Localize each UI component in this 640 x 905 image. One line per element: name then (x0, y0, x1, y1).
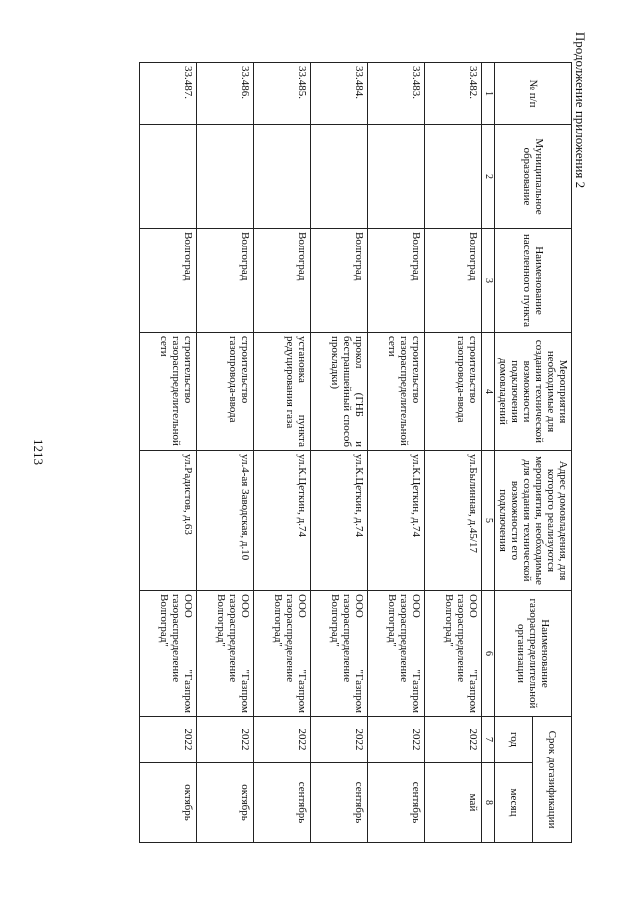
table-row (368, 63, 425, 843)
row-number: 33.483. (368, 63, 425, 125)
row-month: октябрь (140, 763, 197, 843)
header-municipality: Муниципальное образование (495, 125, 572, 229)
row-measure: строительство газопровода-ввода (425, 333, 482, 451)
header-number: № п/п (495, 63, 572, 125)
page-number: 1213 (31, 439, 46, 465)
row-organization: ООО "Газпром газораспределение Волгоград" (311, 591, 368, 717)
row-month: сентябрь (311, 763, 368, 843)
row-settlement: Волгоград (254, 229, 311, 333)
row-organization: ООО "Газпром газораспределение Волгоград" (254, 591, 311, 717)
row-address: ул.Былинная, д.45/17 (425, 451, 482, 591)
row-organization: ООО "Газпром газораспределение Волгоград" (368, 591, 425, 717)
row-year: 2022 (254, 717, 311, 763)
col-number: 6 (482, 591, 495, 717)
row-number: 33.486. (197, 63, 254, 125)
row-address: ул.Радистов, д.63 (140, 451, 197, 591)
row-month: октябрь (197, 763, 254, 843)
row-settlement: Волгоград (311, 229, 368, 333)
column-number-row (482, 63, 495, 843)
header-address: Адрес домовладения, для которого реализуются мероприятия, необходимые для создания технической возможности его подключения (495, 451, 572, 591)
header-organization: Наименование газораспределительной организации (495, 591, 572, 717)
rotated-table-container (72, 62, 572, 842)
header-deadline: Срок догазификации (533, 717, 572, 843)
row-measure: прокол (ГНБ и бестраншейный способ прокладки) (311, 333, 368, 451)
gasification-table (139, 62, 572, 843)
header-measures: Мероприятия необходимые для создания технической возможности подключения домовладений (495, 333, 572, 451)
header-year: год (495, 717, 534, 763)
col-number: 2 (482, 125, 495, 229)
table-row (140, 63, 197, 843)
col-number: 8 (482, 763, 495, 843)
row-municipality (140, 125, 197, 229)
table-row (311, 63, 368, 843)
row-settlement: Волгоград (425, 229, 482, 333)
row-address: ул.4-ая Заводская, д.10 (197, 451, 254, 591)
table-row (254, 63, 311, 843)
row-measure: строительство газораспределительной сети (140, 333, 197, 451)
row-measure: строительство газораспределительной сети (368, 333, 425, 451)
row-municipality (368, 125, 425, 229)
col-number: 4 (482, 333, 495, 451)
row-address: ул.К.Цеткин, д.74 (311, 451, 368, 591)
col-number: 7 (482, 717, 495, 763)
row-year: 2022 (197, 717, 254, 763)
row-organization: ООО "Газпром газораспределение Волгоград" (425, 591, 482, 717)
row-month: май (425, 763, 482, 843)
row-number: 33.482. (425, 63, 482, 125)
table-row (425, 63, 482, 843)
row-number: 33.485. (254, 63, 311, 125)
continuation-label: Продолжение приложения 2 (573, 31, 588, 189)
col-number: 1 (482, 63, 495, 125)
row-year: 2022 (368, 717, 425, 763)
header-settlement: Наименование населенного пункта (495, 229, 572, 333)
row-year: 2022 (311, 717, 368, 763)
row-measure: строительство газопровода-ввода (197, 333, 254, 451)
row-municipality (311, 125, 368, 229)
row-municipality (197, 125, 254, 229)
table-row (197, 63, 254, 843)
row-organization: ООО "Газпром газораспределение Волгоград" (197, 591, 254, 717)
row-address: ул.К.Цеткин, д.74 (368, 451, 425, 591)
row-number: 33.487. (140, 63, 197, 125)
row-measure: установка пункта редуцирования газа (254, 333, 311, 451)
row-settlement: Волгоград (140, 229, 197, 333)
row-municipality (254, 125, 311, 229)
row-settlement: Волгоград (368, 229, 425, 333)
row-year: 2022 (140, 717, 197, 763)
header-month: месяц (495, 763, 534, 843)
row-number: 33.484. (311, 63, 368, 125)
row-address: ул.К.Цеткин, д.74 (254, 451, 311, 591)
header-row (533, 63, 572, 843)
row-month: сентябрь (254, 763, 311, 843)
col-number: 3 (482, 229, 495, 333)
col-number: 5 (482, 451, 495, 591)
row-month: сентябрь (368, 763, 425, 843)
row-municipality (425, 125, 482, 229)
row-settlement: Волгоград (197, 229, 254, 333)
row-organization: ООО "Газпром газораспределение Волгоград" (140, 591, 197, 717)
row-year: 2022 (425, 717, 482, 763)
